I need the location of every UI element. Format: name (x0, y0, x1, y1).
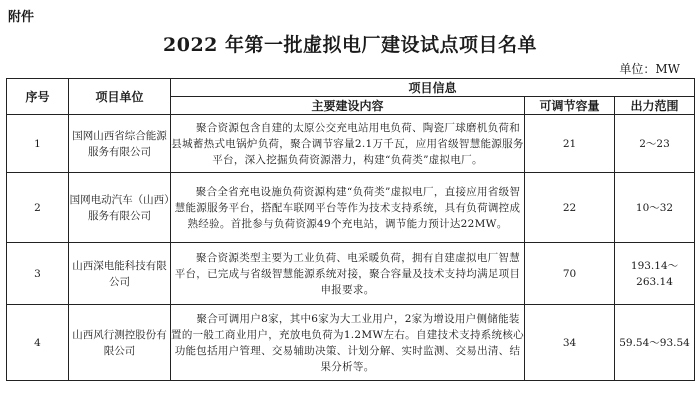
project-table (6, 78, 695, 381)
table-row (7, 115, 695, 173)
row-unit: 国网山西省综合能源服务有限公司 (69, 115, 171, 173)
row-content: 聚合资源类型主要为工业负荷、电采暖负荷，拥有自建虚拟电厂智慧平台，已完成与省级智慧能源系统对接，聚合容量及技术支持均满足项目申报要求。 (171, 243, 525, 305)
row-seq: 3 (7, 243, 69, 305)
row-seq: 2 (7, 173, 69, 243)
row-seq: 1 (7, 115, 69, 173)
row-capacity: 34 (525, 305, 615, 381)
header-range: 出力范围 (615, 97, 695, 115)
row-seq: 4 (7, 305, 69, 381)
row-range: 10～32 (615, 173, 695, 243)
row-capacity: 21 (525, 115, 615, 173)
row-range: 59.54～93.54 (615, 305, 695, 381)
row-content: 聚合资源包含自建的太原公交充电站用电负荷、陶瓷厂球磨机负荷和县城蓄热式电锅炉负荷，聚合调节容量2.1万千瓦，应用省级智慧能源服务平台，深入挖掘负荷资源潜力，构建“负荷类”虚拟电厂。 (171, 115, 525, 173)
table-row (7, 243, 695, 305)
row-range: 2～23 (615, 115, 695, 173)
table-row (7, 173, 695, 243)
header-row-top (7, 79, 695, 97)
table-row (7, 305, 695, 381)
row-range: 193.14～263.14 (615, 243, 695, 305)
document-title: 2022 年第一批虚拟电厂建设试点项目名单 (163, 34, 537, 56)
attachment-label: 附件 (8, 10, 35, 25)
header-content: 主要建设内容 (171, 97, 525, 115)
row-unit: 国网电动汽车（山西）服务有限公司 (69, 173, 171, 243)
row-unit: 山西深电能科技有限公司 (69, 243, 171, 305)
header-seq: 序号 (7, 79, 69, 115)
unit-note: 单位：MW (619, 62, 680, 76)
header-unit: 项目单位 (69, 79, 171, 115)
header-info: 项目信息 (171, 79, 695, 97)
row-unit: 山西风行测控股份有限公司 (69, 305, 171, 381)
header-capacity: 可调节容量 (525, 97, 615, 115)
row-capacity: 70 (525, 243, 615, 305)
row-content: 聚合全省充电设施负荷资源构建“负荷类”虚拟电厂，直接应用省级智慧能源服务平台，搭配车联网平台等作为技术支持系统，具有负荷调控成熟经验。首批参与负荷资源49个充电站，调节能力预计达22MW。 (171, 173, 525, 243)
row-content: 聚合可调用户8家，其中6家为大工业用户，2家为增设用户侧储能装置的一般工商业用户，充放电负荷为1.2MW左右。自建技术支持系统核心功能包括用户管理、交易辅助决策、计划分解、实时监测、交易出清、结果分析等。 (171, 305, 525, 381)
row-capacity: 22 (525, 173, 615, 243)
